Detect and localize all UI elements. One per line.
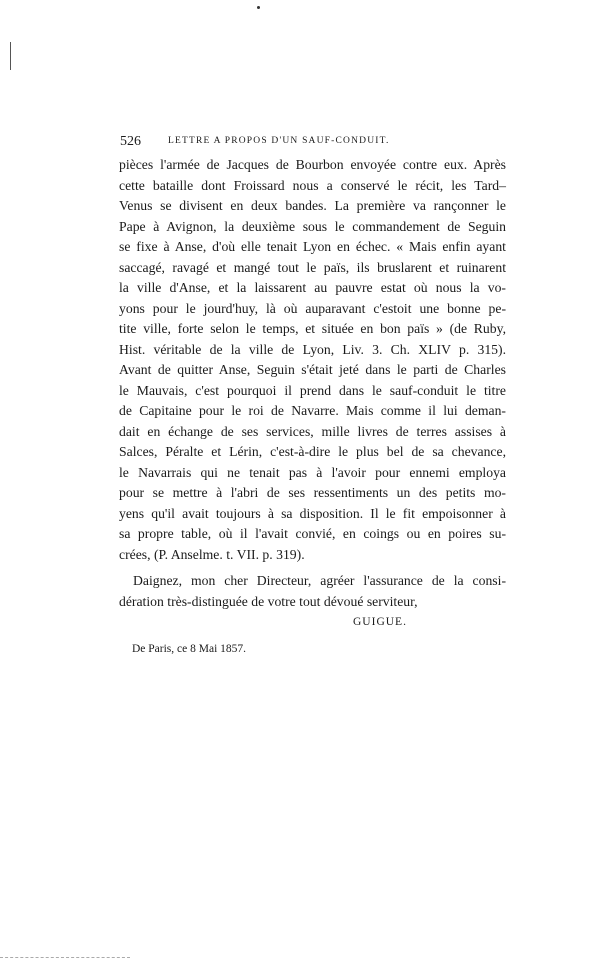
signature: GUIGUE. [353,616,407,628]
print-speck [257,6,260,9]
body-line: Pape à Avignon, la deuxième sous le commandement de Seguin [119,218,506,234]
page-header [120,135,500,151]
body-line: Avant de quitter Anse, Seguin s'était jeté dans le parti de Charles [119,362,506,377]
body-line: sa propre table, où il l'avait convié, en coings ou en poires su- [119,526,506,541]
body-line: cette bataille dont Froissard nous a conservé le récit, les Tard– [119,177,506,193]
body-line: yons pour le jourd'huy, là où auparavant c'estoit une bonne pe- [119,300,506,316]
letter-body [119,155,506,661]
running-title: LETTRE A PROPOS D'UN SAUF-CONDUIT. [168,136,390,146]
closing-line: dération très-distinguée de votre tout dévoué serviteur, [119,593,418,609]
body-line: la ville d'Anse, et la laissarent au pauvre estat où nous la vo- [119,280,506,295]
body-line: yens qu'il avait toujours à sa disposition. Il le fit empoisonner à [119,505,506,521]
body-line: de Capitaine pour le roi de Navarre. Mais comme il lui deman- [119,403,506,418]
body-line: Hist. véritable de la ville de Lyon, Liv. 3. Ch. XLIV p. 315). [119,341,506,357]
body-line: pièces l'armée de Jacques de Bourbon envoyée contre eux. Après [119,157,506,172]
body-line: Venus se divisent en deux bandes. La première va rançonner le [119,198,506,213]
body-line: crées, (P. Anselme. t. VII. p. 319). [119,546,305,562]
body-line: se fixe à Anse, d'où elle tenait Lyon en échec. « Mais enfin ayant [119,239,506,254]
body-line: Salces, Péralte et Lérin, c'est-à-dire le plus bel de sa chevance, [119,444,506,459]
scan-edge [0,956,130,958]
body-line: tite ville, forte selon le temps, et située en bon païs » (de Ruby, [119,321,506,336]
body-line: le Navarrais qui ne tenait pas à l'avoir pour ennemi employa [119,464,506,480]
body-line: le Mauvais, c'est pourquoi il prend dans le sauf-conduit le titre [119,382,506,398]
body-line: pour se mettre à l'abri de ses ressentiments un des petits mo- [119,485,506,500]
closing-line: Daignez, mon cher Directeur, agréer l'assurance de la consi- [133,573,506,588]
body-line: dait en échange de ses services, mille livres de terres assises à [119,423,506,439]
margin-mark [10,42,11,70]
body-line: saccagé, ravagé et mangé tout le païs, ils bruslarent et ruinarent [119,259,506,275]
dateline: De Paris, ce 8 Mai 1857. [132,643,247,655]
page-number: 526 [120,134,141,149]
